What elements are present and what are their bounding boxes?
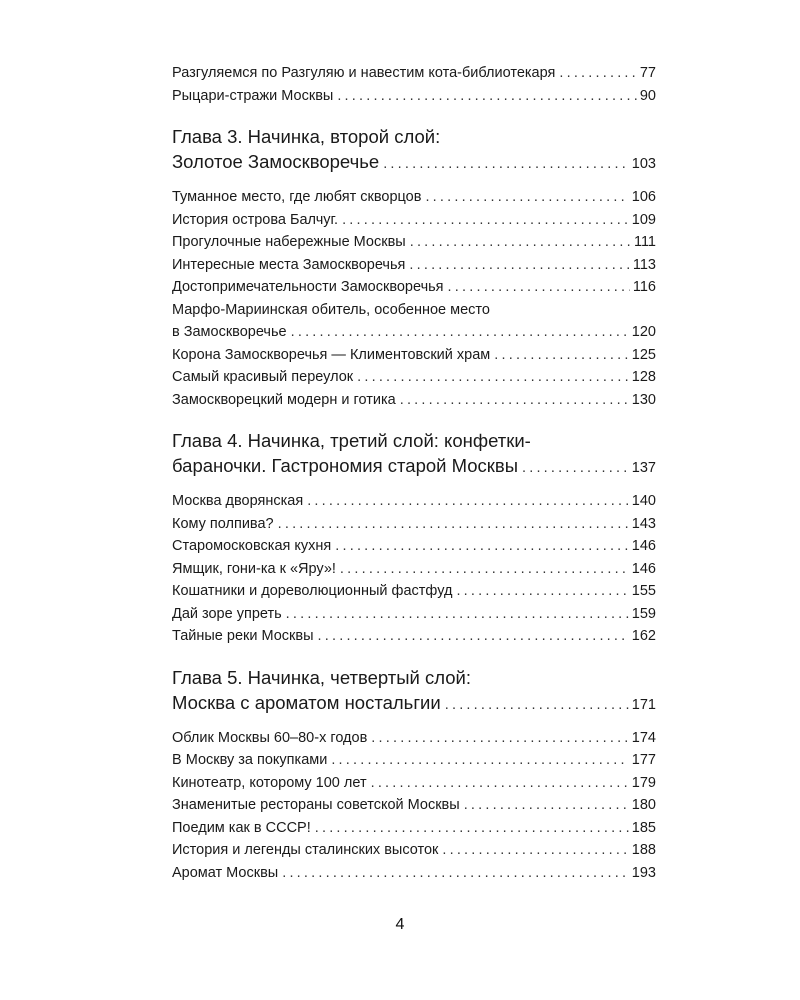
toc-entry[interactable] xyxy=(172,513,656,536)
dot-leader xyxy=(307,490,629,513)
entry-title: Рыцари-стражи Москвы xyxy=(172,87,334,104)
chapter-title-line2: Золотое Замоскворечье xyxy=(172,151,380,172)
dot-leader xyxy=(410,231,631,254)
entry-page: 120 xyxy=(631,324,656,340)
chapter-5-entries xyxy=(172,727,656,885)
chapter-page: 103 xyxy=(631,156,656,172)
chapter-heading-3[interactable] xyxy=(172,124,656,177)
entry-title: Ямщик, гони-ка к «Яру»! xyxy=(172,560,336,577)
toc-entry[interactable] xyxy=(172,862,656,885)
dot-leader xyxy=(425,186,628,209)
entry-title: Корона Замоскворечья — Климентовский храм xyxy=(172,346,491,363)
entry-page: 111 xyxy=(633,234,656,250)
entry-title: История острова Балчуг. xyxy=(172,211,339,228)
entry-title: Старомосковская кухня xyxy=(172,538,332,554)
dot-leader xyxy=(494,344,629,367)
entry-page: 174 xyxy=(631,729,656,746)
dot-leader xyxy=(371,772,629,795)
toc-entry[interactable] xyxy=(172,62,656,85)
dot-leader xyxy=(464,794,629,817)
toc-entry[interactable] xyxy=(172,625,656,648)
toc-entry[interactable] xyxy=(172,276,656,299)
entry-title: Тайные реки Москвы xyxy=(172,628,314,644)
dot-leader xyxy=(522,456,629,481)
entry-title: Марфо-Мариинская обитель, особенное место xyxy=(172,301,490,318)
page-number: 4 xyxy=(395,916,405,933)
dot-leader xyxy=(282,862,629,885)
entry-page: 146 xyxy=(631,538,656,554)
chapter-page: 171 xyxy=(631,696,656,713)
entry-page: 188 xyxy=(631,842,656,858)
entry-page: 140 xyxy=(631,493,656,509)
entry-title: Прогулочные набережные Москвы xyxy=(172,234,406,250)
chapter-4-entries xyxy=(172,490,656,648)
dot-leader xyxy=(400,389,629,412)
chapter-heading-4[interactable] xyxy=(172,428,656,481)
toc-entry[interactable] xyxy=(172,535,656,558)
entry-title: Интересные места Замоскворечья xyxy=(172,256,406,273)
dot-leader xyxy=(456,580,628,603)
toc-entry[interactable] xyxy=(172,299,656,344)
toc-entry[interactable] xyxy=(172,603,656,626)
toc-entry[interactable] xyxy=(172,389,656,412)
dot-leader xyxy=(340,558,629,581)
chapter-title-line1: Глава 4. Начинка, третий слой: конфетки- xyxy=(172,430,531,451)
toc-entry[interactable] xyxy=(172,490,656,513)
entry-title: Замоскворецкий модерн и готика xyxy=(172,391,396,408)
entry-page: 130 xyxy=(631,391,656,408)
toc-entry[interactable] xyxy=(172,839,656,862)
entry-page: 177 xyxy=(631,752,656,768)
entry-title: Достопримечательности Замоскворечья xyxy=(172,279,444,295)
toc-entry[interactable] xyxy=(172,209,656,232)
chapter-title-line1: Глава 5. Начинка, четвертый слой: xyxy=(172,666,472,688)
entry-title: История и легенды сталинских высоток xyxy=(172,842,439,858)
entry-title: Аромат Москвы xyxy=(172,864,279,881)
dot-leader xyxy=(409,254,629,277)
entry-title: Москва дворянская xyxy=(172,493,304,509)
entry-page: 116 xyxy=(632,279,656,295)
entry-page: 162 xyxy=(631,628,656,644)
toc-entry[interactable] xyxy=(172,749,656,772)
toc-entry[interactable] xyxy=(172,817,656,840)
entry-title-line2: в Замоскворечье xyxy=(172,324,287,340)
dot-leader xyxy=(342,209,629,232)
dot-leader xyxy=(278,513,629,536)
dot-leader xyxy=(448,276,630,299)
table-of-contents xyxy=(172,62,656,884)
toc-entry[interactable] xyxy=(172,231,656,254)
entry-title: Облик Москвы 60–80-х годов xyxy=(172,729,368,746)
dot-leader xyxy=(357,366,629,389)
entry-title: В Москву за покупками xyxy=(172,752,328,768)
toc-entry[interactable] xyxy=(172,344,656,367)
entry-title: Туманное место, где любят скворцов xyxy=(172,189,422,205)
entry-title: Кому полпива? xyxy=(172,515,274,532)
dot-leader xyxy=(383,152,629,177)
entry-page: 180 xyxy=(631,797,656,813)
toc-entry[interactable] xyxy=(172,85,656,108)
entry-page: 179 xyxy=(631,774,656,791)
entry-page: 128 xyxy=(631,369,656,385)
entry-title: Дай зоре упреть xyxy=(172,605,282,622)
chapter-title-line2: Москва с ароматом ностальгии xyxy=(172,691,441,713)
chapter-heading-5[interactable] xyxy=(172,665,656,718)
entry-page: 113 xyxy=(632,256,656,273)
dot-leader xyxy=(331,749,628,772)
entry-title: Знаменитые рестораны советской Москвы xyxy=(172,797,460,813)
entry-title: Поедим как в СССР! xyxy=(172,819,311,836)
section-continued xyxy=(172,62,656,107)
chapter-page: 137 xyxy=(631,460,656,476)
dot-leader xyxy=(286,603,629,626)
dot-leader xyxy=(291,321,629,344)
entry-page: 185 xyxy=(631,819,656,836)
dot-leader xyxy=(445,693,629,718)
entry-page: 155 xyxy=(631,583,656,599)
toc-entry[interactable] xyxy=(172,254,656,277)
toc-entry[interactable] xyxy=(172,772,656,795)
toc-entry[interactable] xyxy=(172,580,656,603)
toc-entry[interactable] xyxy=(172,186,656,209)
entry-page: 106 xyxy=(631,189,656,205)
dot-leader xyxy=(335,535,629,558)
dot-leader xyxy=(337,85,637,108)
dot-leader xyxy=(318,625,629,648)
dot-leader xyxy=(371,727,629,750)
toc-entry[interactable] xyxy=(172,558,656,581)
entry-page: 159 xyxy=(631,605,656,622)
entry-title: Кинотеатр, которому 100 лет xyxy=(172,774,367,791)
chapter-3-entries xyxy=(172,186,656,411)
entry-page: 143 xyxy=(631,515,656,532)
chapter-title-line2: бараночки. Гастрономия старой Москвы xyxy=(172,455,518,476)
entry-page: 146 xyxy=(631,560,656,577)
entry-title: Разгуляемся по Разгуляю и навестим кота-библиотекаря xyxy=(172,65,556,81)
toc-entry[interactable] xyxy=(172,366,656,389)
entry-title: Самый красивый переулок xyxy=(172,369,354,385)
toc-entry[interactable] xyxy=(172,794,656,817)
entry-page: 193 xyxy=(631,864,656,881)
dot-leader xyxy=(559,62,637,85)
entry-page: 109 xyxy=(631,211,656,228)
dot-leader xyxy=(442,839,628,862)
entry-page: 125 xyxy=(631,346,656,363)
entry-page: 77 xyxy=(639,65,656,81)
toc-entry[interactable] xyxy=(172,727,656,750)
chapter-title-line1: Глава 3. Начинка, второй слой: xyxy=(172,126,441,147)
entry-page: 90 xyxy=(639,87,656,104)
dot-leader xyxy=(315,817,629,840)
entry-title: Кошатники и дореволюционный фастфуд xyxy=(172,583,453,599)
